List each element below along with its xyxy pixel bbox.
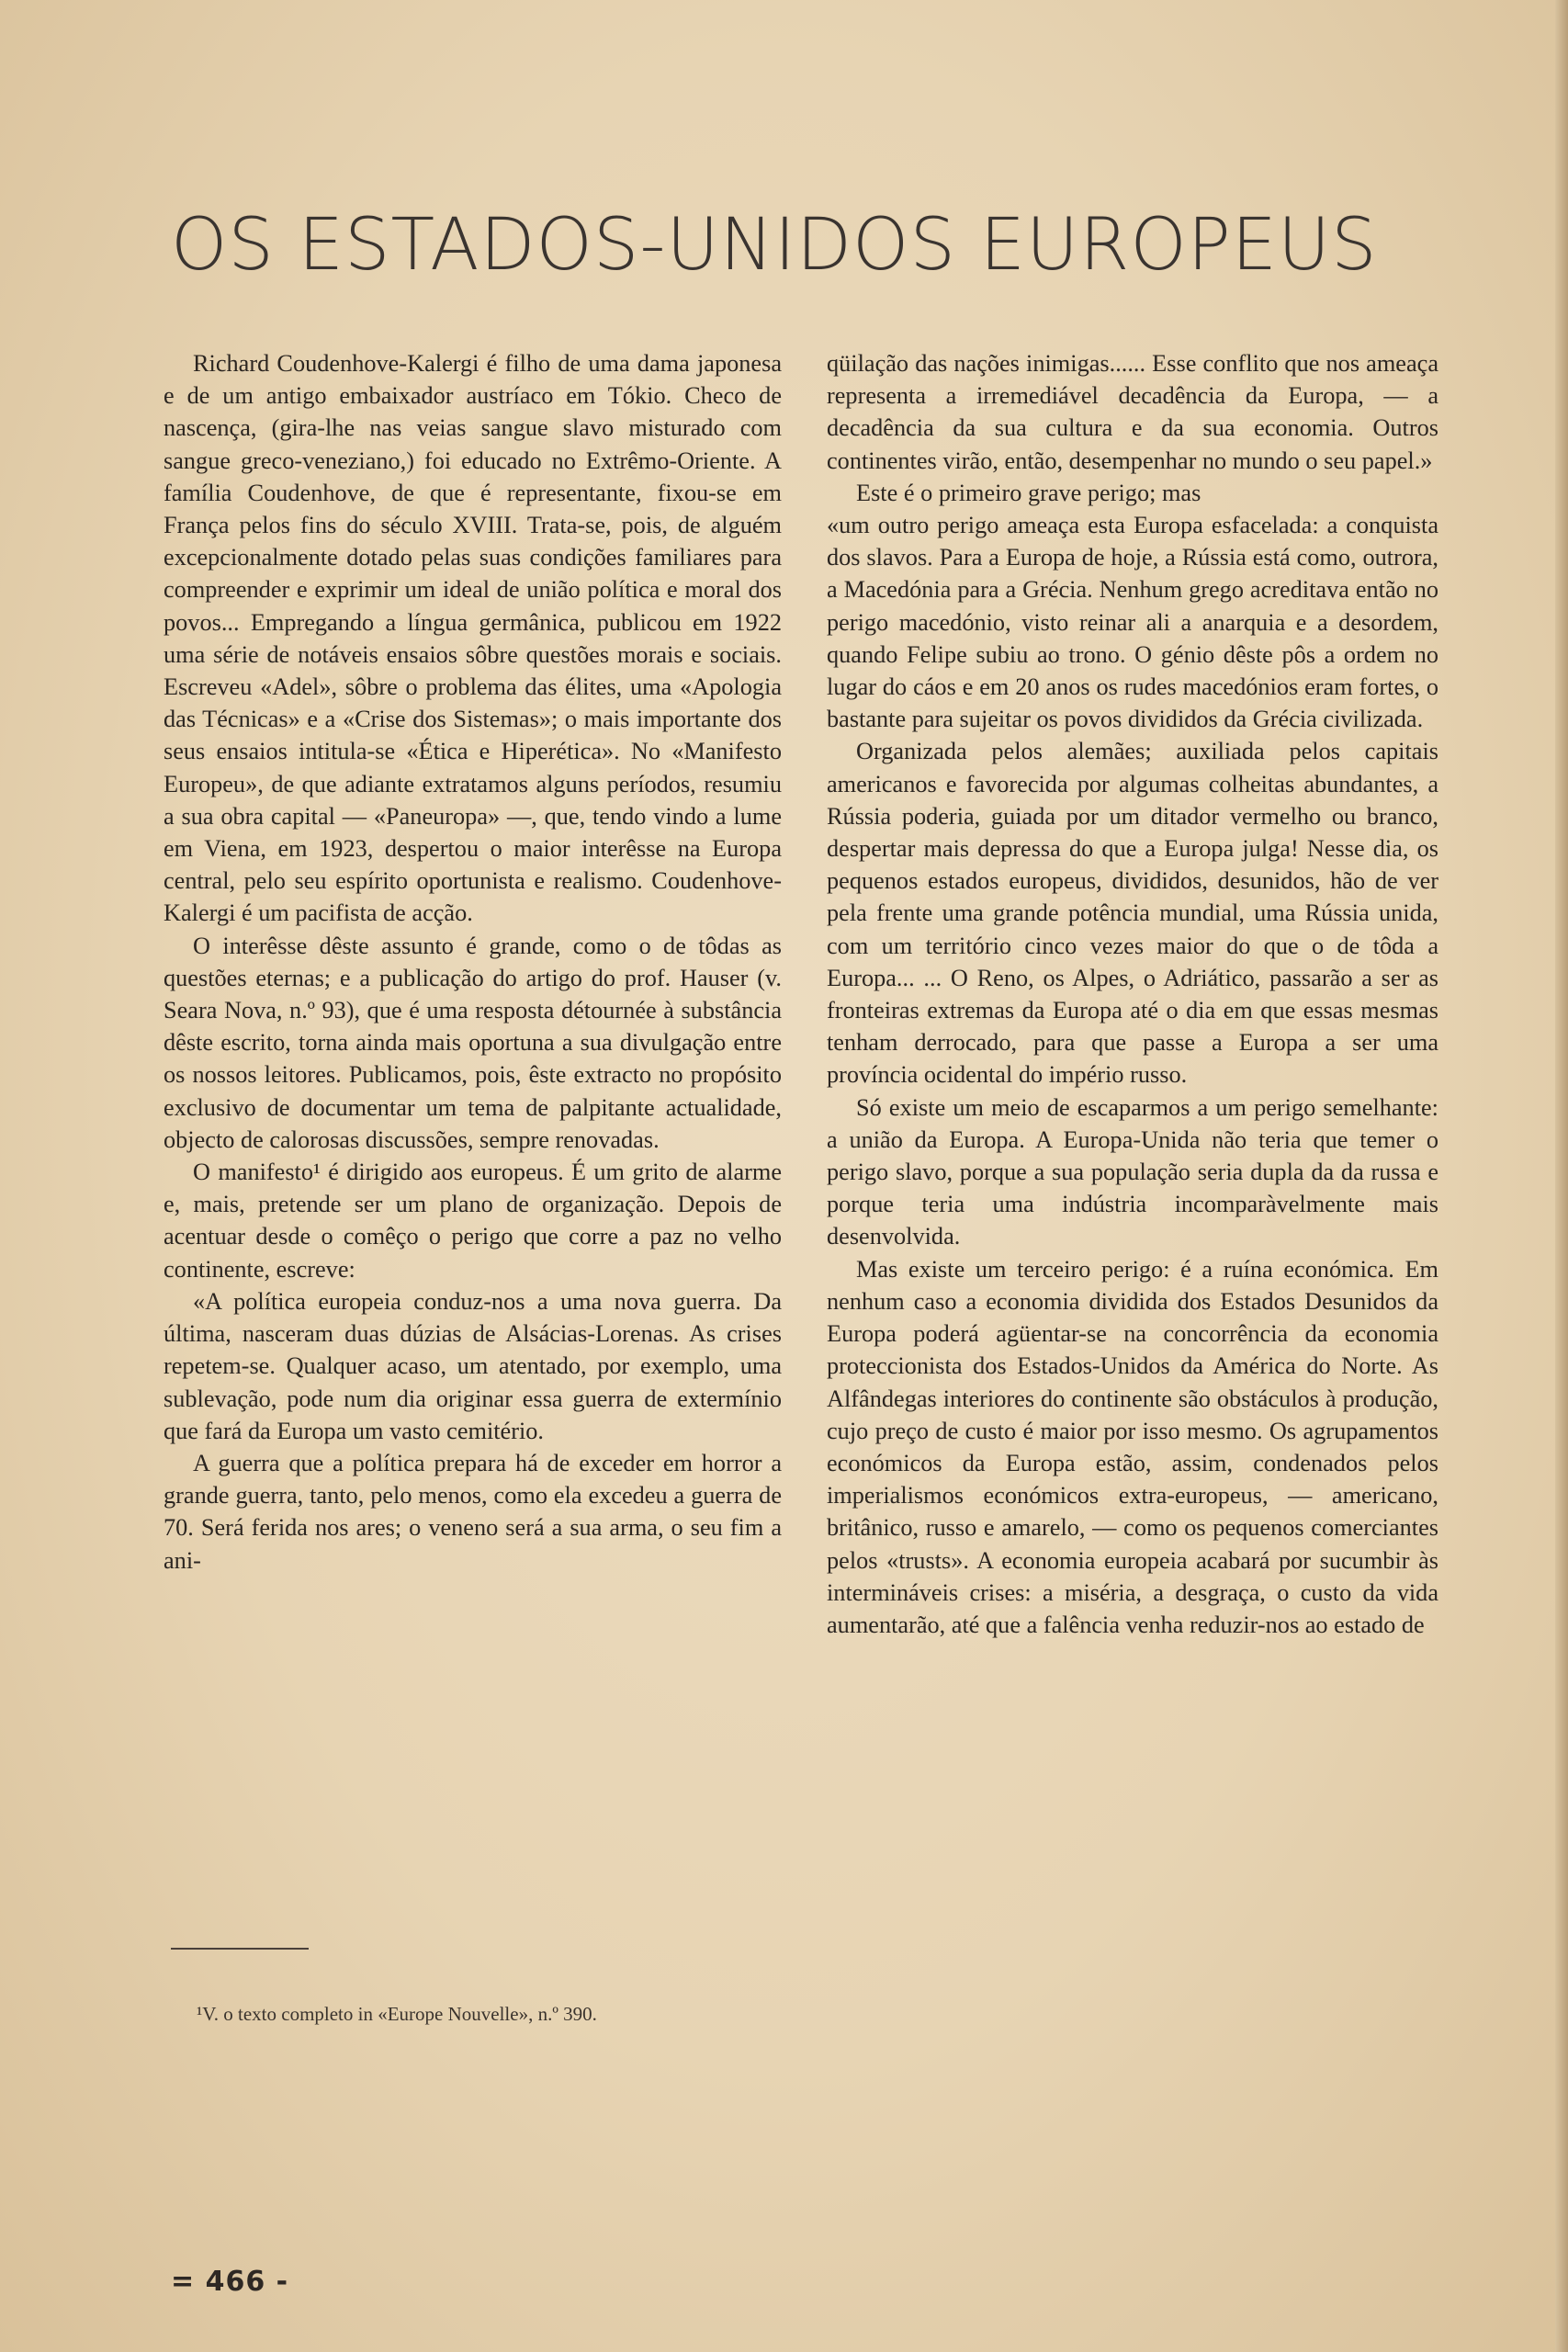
left-column (164, 347, 782, 1577)
paragraph: Mas existe um terceiro perigo: é a ruína económica. Em nenhum caso a economia dividida dos Estados Desunidos da Europa poderá agüentar-se na concorrência da economia proteccionista dos Estados-Unidos da América do Norte. As Alfândegas interiores do continente são obstáculos à produção, cujo preço de custo é maior por isso mesmo. Os agrupamentos económicos da Europa estão, assim, condenados pelos imperialismos económicos extra-europeus, — americano, britânico, russo e amarelo, — como os pequenos comerciantes pelos «trusts». A economia europeia acabará por sucumbir às intermináveis crises: a miséria, a desgraça, o custo da vida aumentarão, até que a falência venha reduzir-nos ao estado de (827, 1255, 1438, 1638)
paper-edge (1555, 0, 1568, 2352)
right-column (827, 347, 1438, 1641)
paragraph: «A política europeia conduz-nos a uma nova guerra. Da última, nasceram duas dúzias de Alsácias-Lorenas. As crises repetem-se. Qualquer acaso, um atentado, por exemplo, uma sublevação, pode num dia originar essa guerra de extermínio que fará da Europa um vasto cemitério. (164, 1287, 782, 1444)
paragraph: Organizada pelos alemães; auxiliada pelos capitais americanos e favorecida por algumas colheitas abundantes, a Rússia poderia, guiada por um ditador vermelho ou branco, despertar mais depressa do que a Europa julga! Nesse dia, os pequenos estados europeus, divididos, desunidos, hão de ver pela frente uma grande potência mundial, uma Rússia unida, com um território cinco vezes maior do que o de tôda a Europa... ... O Reno, os Alpes, o Adriático, passarão a ser as fronteiras extremas da Europa até o dia em que essas mesmas tenham derrocado, para que passe a Europa a ser uma província ocidental do império russo. (827, 738, 1438, 1089)
paragraph: O interêsse dêste assunto é grande, como o de tôdas as questões eternas; e a publicação do artigo do prof. Hauser (v. Seara Nova, n.º 93), que é uma resposta détournée à substância dêste escrito, torna ainda mais oportuna a sua divulgação entre os nossos leitores. Publicamos, pois, êste extracto no propósito exclusivo de documentar um tema de palpitante actualidade, objecto de calorosas discussões, sempre renovadas. (164, 932, 782, 1153)
paragraph: A guerra que a política prepara há de exceder em horror a grande guerra, tanto, pelo menos, como ela excedeu a guerra de 70. Será ferida nos ares; o veneno será a sua arma, o seu fim a ani- (164, 1449, 782, 1574)
footnote-rule (171, 1948, 309, 1950)
page-number: = 466 - (171, 2266, 289, 2298)
paragraph: «um outro perigo ameaça esta Europa esfacelada: a conquista dos slavos. Para a Europa de hoje, a Rússia está como, outrora, a Macedónia para a Grécia. Nenhum grego acreditava então no perigo macedónio, visto reinar ali a anarquia e a desordem, quando Felipe subiu ao trono. O génio dêste pôs a ordem no lugar do cáos e em 20 anos os rudes macedónios eram fortes, o bastante para sujeitar os povos divididos da Grécia civilizada. (827, 512, 1438, 733)
paragraph: Só existe um meio de escaparmos a um perigo semelhante: a união da Europa. A Europa-Unida não teria que temer o perigo slavo, porque a sua população seria dupla da da russa e porque teria uma indústria incomparàvelmente mais desenvolvida. (827, 1093, 1438, 1250)
article-title: OS ESTADOS-UNIDOS EUROPEUS (171, 204, 1378, 287)
paragraph: Este é o primeiro grave perigo; mas (856, 479, 1201, 506)
paragraph: qüilação das nações inimigas...... Esse conflito que nos ameaça representa a irremediável decadência da Europa, — a decadência da sua cultura e da sua economia. Outros continentes virão, então, desempenhar no mundo o seu papel.» (827, 350, 1438, 474)
footnote: ¹V. o texto completo in «Europe Nouvelle», n.º 390. (197, 2003, 597, 2025)
paragraph: O manifesto¹ é dirigido aos europeus. É um grito de alarme e, mais, pretende ser um plano de organização. Depois de acentuar desde o comêço o perigo que corre a paz no velho continente, escreve: (164, 1159, 782, 1283)
paragraph: Richard Coudenhove-Kalergi é filho de uma dama japonesa e de um antigo embaixador austríaco em Tókio. Checo de nascença, (gira-lhe nas veias sangue slavo misturado com sangue greco-veneziano,) foi educado no Extrêmo-Oriente. A família Coudenhove, de que é representante, fixou-se em França pelos fins do século XVIII. Trata-se, pois, de alguém excepcionalmente dotado pelas suas condições familiares para compreender e exprimir um ideal de união política e moral dos povos... Empregando a língua germânica, publicou em 1922 uma série de notáveis ensaios sôbre questões morais e sociais. Escreveu «Adel», sôbre o problema das élites, uma «Apologia das Técnicas» e a «Crise dos Sistemas»; o mais importante dos seus ensaios intitula-se «Ética e Hiperética». No «Manifesto Europeu», de que adiante extratamos alguns períodos, resumiu a sua obra capital — «Paneuropa» —, que, tendo vindo a lume em Viena, em 1923, despertou o maior interêsse na Europa central, pelo seu espírito oportunista e realismo. Coudenhove-Kalergi é um pacifista de acção. (164, 350, 782, 927)
